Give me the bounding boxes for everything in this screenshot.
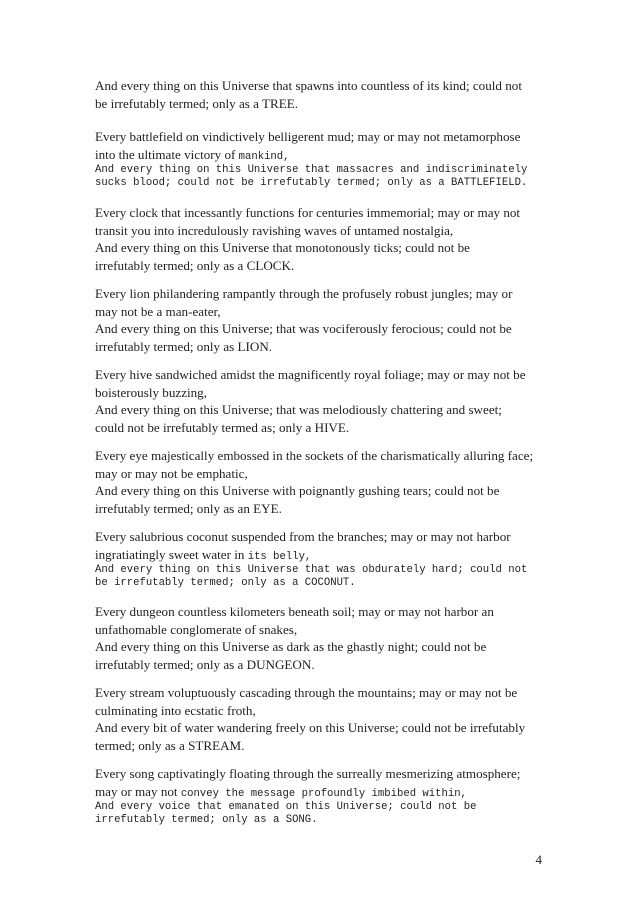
text-line: And every thing on this Universe; that was vociferously ferocious; could not be [95,321,512,336]
text-line: Every battlefield on vindictively belligerent mud; may or may not metamorphose [95,129,521,144]
text-line: And every thing on this Universe that massacres and indiscriminately [95,163,528,176]
stanza [95,447,555,517]
text-line: transit you into incredulously ravishing waves of untamed nostalgia, [95,222,454,238]
text-line: be irrefutably termed; only as a TREE. [95,95,299,111]
text-line: And every thing on this Universe with poignantly gushing tears; could not be [95,483,500,498]
text-line: And every thing on this Universe as dark as the ghastly night; could not be [95,639,487,654]
text-line: Every clock that incessantly functions for centuries immemorial; may or may not [95,205,521,220]
monospace-fragment: mankind, [238,150,290,163]
text-line: culminating into ecstatic froth, [95,702,256,718]
text-line: Every salubrious coconut suspended from the branches; may or may not harbor [95,529,511,544]
text-line: And every thing on this Universe that was obdurately hard; could not [95,563,528,576]
text-line: Every dungeon countless kilometers beneath soil; may or may not harbor an [95,604,494,619]
text-line: Every hive sandwiched amidst the magnificently royal foliage; may or may not be [95,367,526,382]
text-line: irrefutably termed; only as LION. [95,338,273,354]
text-line: unfathomable conglomerate of snakes, [95,621,298,637]
text-line: may or may not be emphatic, [95,465,248,481]
text-line [95,783,555,801]
serif-fragment: into the ultimate victory of [95,146,239,162]
stanza [95,528,555,590]
text-line: And every thing on this Universe that monotonously ticks; could not be [95,240,470,255]
text-line: Every stream voluptuously cascading through the mountains; may or may not be [95,685,518,700]
text-line: sucks blood; could not be irrefutably termed; only as a BATTLEFIELD. [95,176,528,189]
text-line: Every eye majestically embossed in the sockets of the charismatically alluring face; [95,448,534,463]
text-line [95,146,555,164]
stanza [95,366,555,436]
text-line: may not be a man-eater, [95,303,221,319]
stanza [95,765,555,827]
text-line: be irrefutably termed; only as a COCONUT. [95,576,356,589]
text-line: And every thing on this Universe that spawns into countless of its kind; could not [95,78,522,93]
stanza [95,684,555,754]
text-line: Every lion philandering rampantly through the profusely robust jungles; may or [95,286,513,301]
text-line: And every voice that emanated on this Universe; could not be [95,800,477,813]
text-line: Every song captivatingly floating through the surreally mesmerizing atmosphere; [95,766,521,781]
text-line: termed; only as a STREAM. [95,737,245,753]
text-line: irrefutably termed; only as a CLOCK. [95,257,295,273]
stanza [95,285,555,355]
monospace-fragment: convey the message profoundly imbibed within, [180,787,467,800]
stanza [95,77,555,112]
text-line: irrefutably termed; only as a SONG. [95,813,318,826]
text-line: irrefutably termed; only as an EYE. [95,500,282,516]
text-line: could not be irrefutably termed as; only a HIVE. [95,419,350,435]
text-line: And every thing on this Universe; that was melodiously chattering and sweet; [95,402,502,417]
text-line: And every bit of water wandering freely on this Universe; could not be irrefutably [95,720,526,735]
serif-fragment: may or may not [95,783,181,799]
stanza [95,204,555,274]
serif-fragment: ingratiatingly sweet water in [95,546,248,562]
text-line: boisterously buzzing, [95,384,208,400]
text-line [95,546,555,564]
monospace-fragment: its belly, [247,550,312,563]
page-number: 4 [535,852,542,867]
stanza [95,603,555,673]
text-line: irrefutably termed; only as a DUNGEON. [95,656,315,672]
stanza [95,128,555,190]
